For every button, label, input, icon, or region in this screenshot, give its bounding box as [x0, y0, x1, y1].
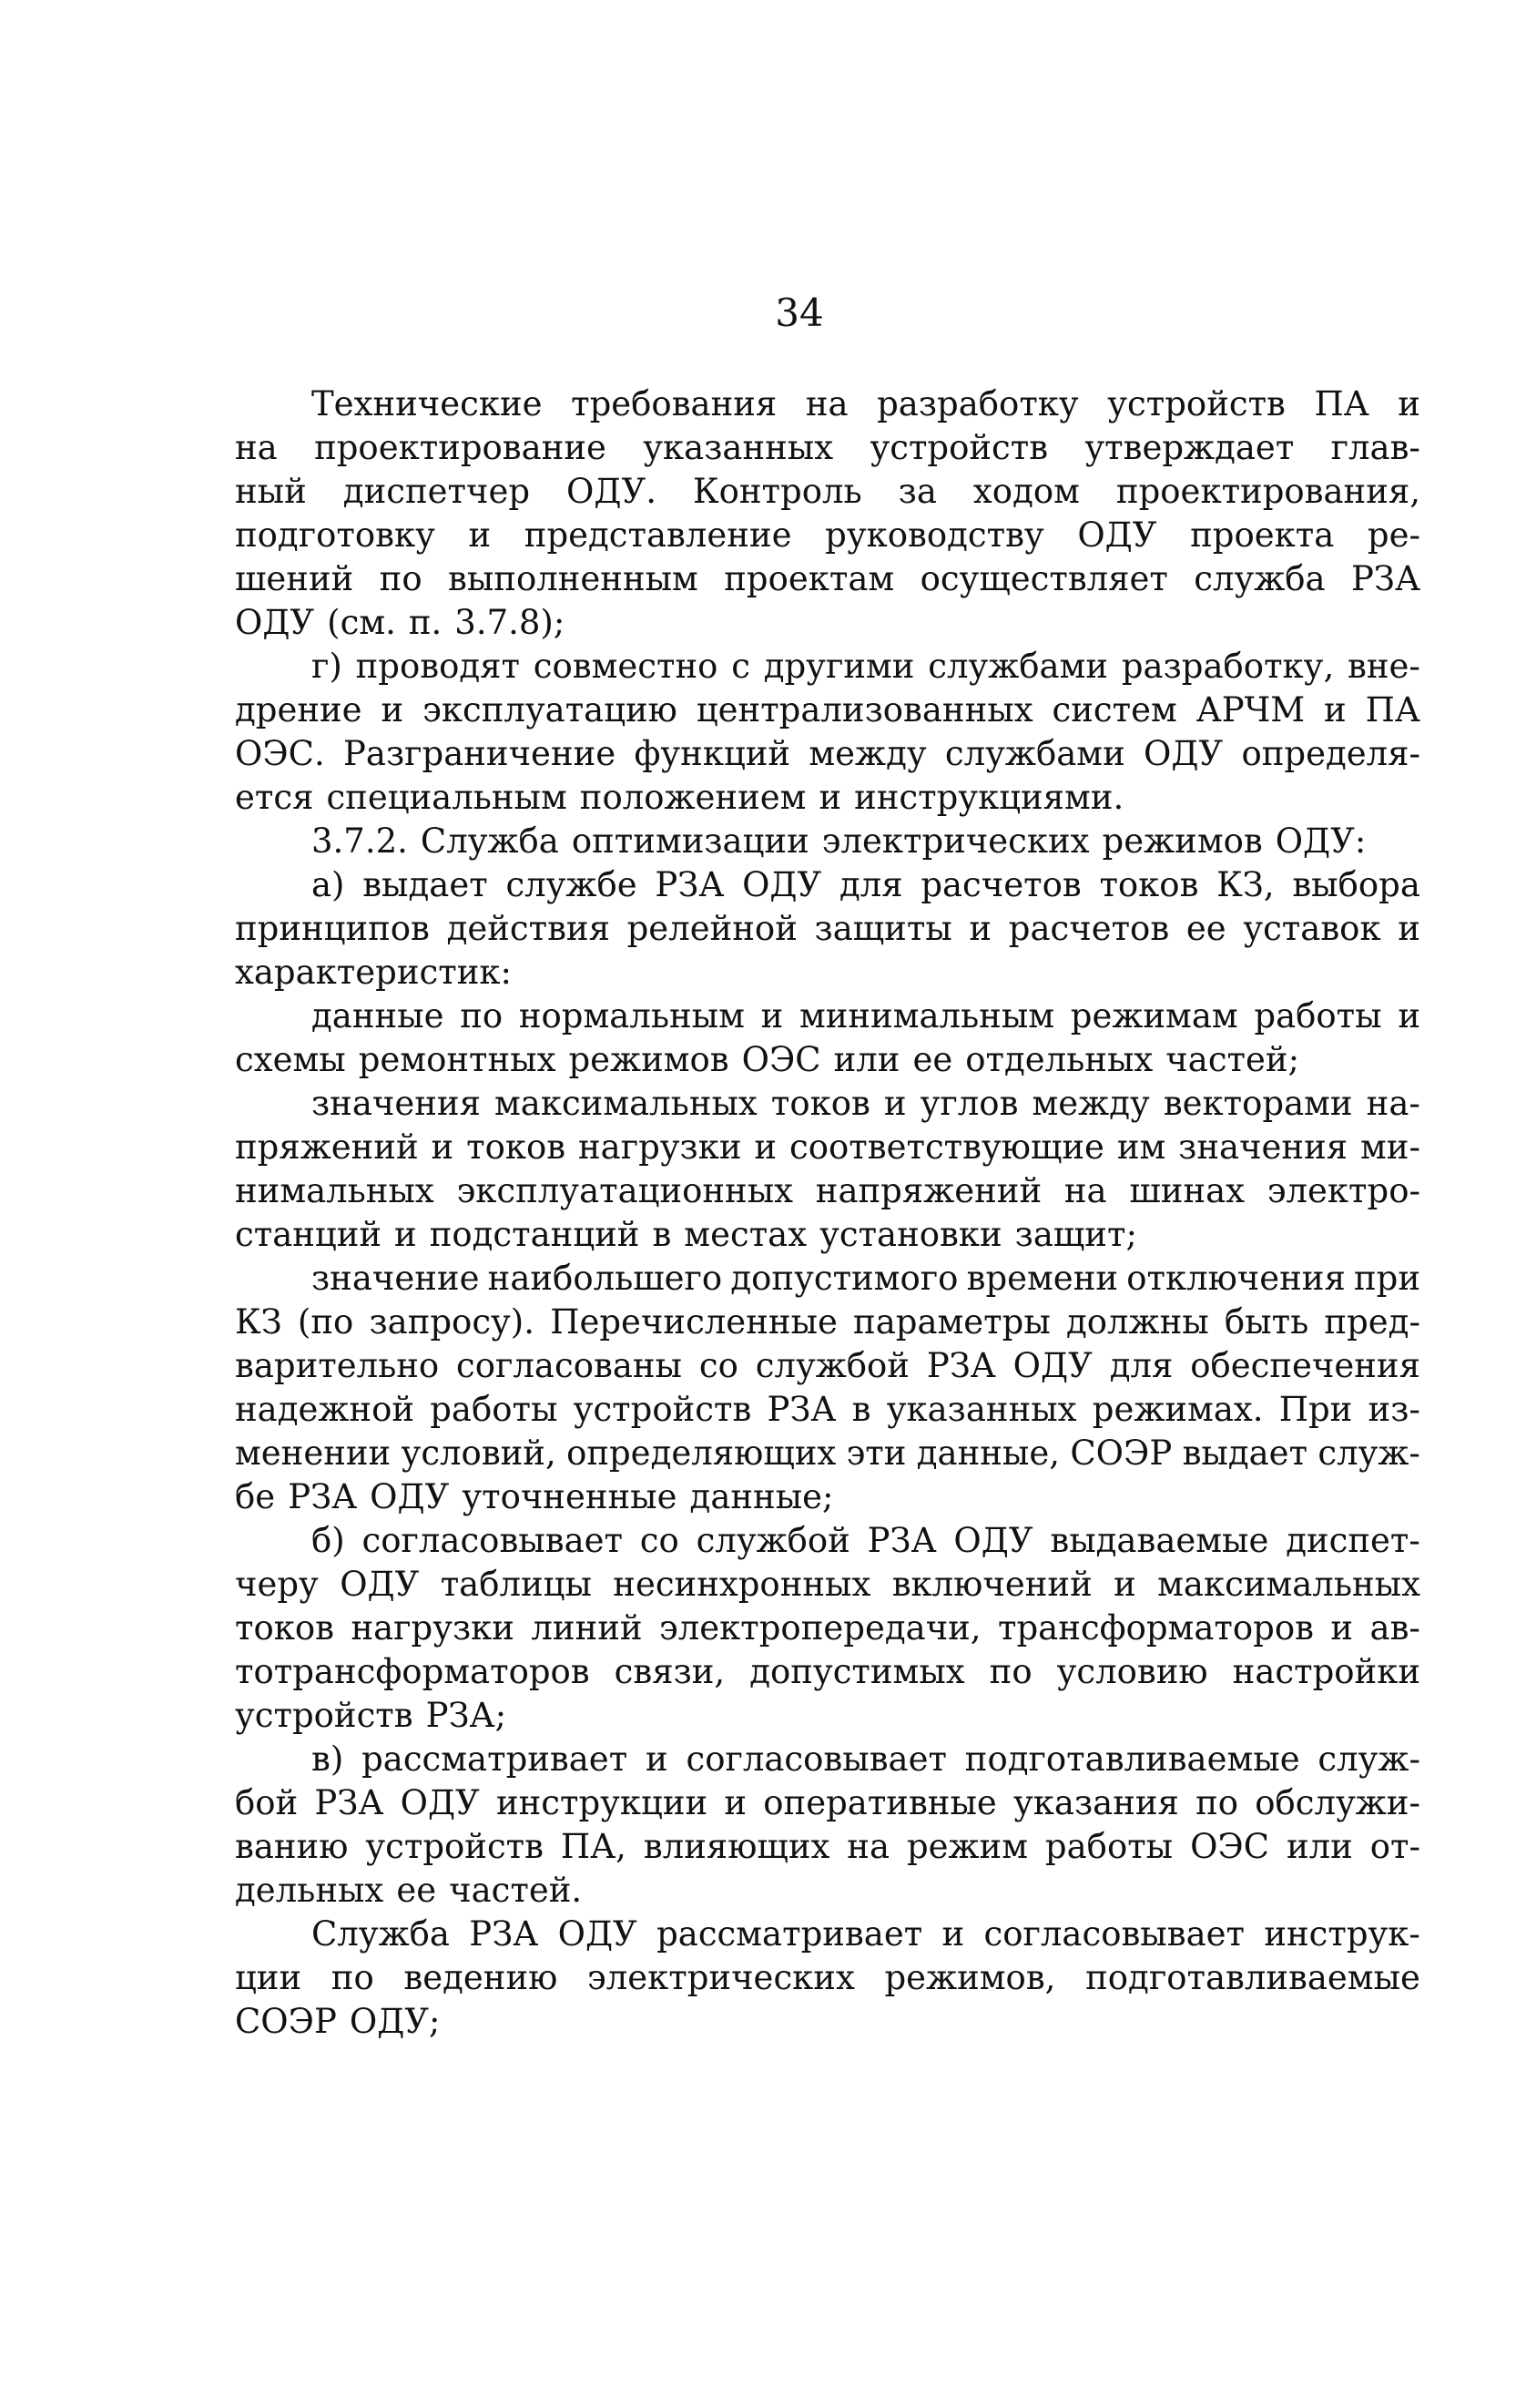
text-line: ции по ведению электрических режимов, подготавливаемые [235, 1958, 1420, 1997]
text-line: менении условий, определяющих эти данные, СОЭР выдает служ- [235, 1434, 1420, 1473]
page-number: 34 [775, 291, 824, 335]
text-line: станций и подстанций в местах установки защит; [235, 1215, 1137, 1254]
document-body [235, 383, 1420, 2044]
text-line: принципов действия релейной защиты и расчетов ее уставок и [235, 909, 1420, 948]
text-line: схемы ремонтных режимов ОЭС или ее отдельных частей; [235, 1040, 1300, 1079]
text-line: СОЭР ОДУ; [235, 2002, 441, 2041]
text-line: токов нагрузки линий электропередачи, трансформаторов и ав- [235, 1608, 1420, 1648]
paragraph [235, 1519, 1420, 1738]
text-line: бой РЗА ОДУ инструкции и оперативные указания по обслужи- [235, 1783, 1420, 1822]
text-line: ОЭС. Разграничение функций между службами ОДУ определя- [235, 734, 1420, 773]
text-line: 3.7.2. Служба оптимизации электрических режимов ОДУ: [311, 821, 1367, 861]
paragraph [235, 820, 1420, 863]
text-line: нимальных эксплуатационных напряжений на шинах электро- [235, 1171, 1420, 1210]
text-line: б) согласовывает со службой РЗА ОДУ выдаваемые диспет- [311, 1521, 1420, 1560]
text-line: значения максимальных токов и углов между векторами на- [311, 1084, 1420, 1123]
paragraph [235, 1082, 1420, 1257]
text-line: ванию устройств ПА, влияющих на режим работы ОЭС или от- [235, 1827, 1420, 1866]
text-line: на проектирование указанных устройств утверждает глав- [235, 428, 1420, 467]
text-line: данные по нормальным и минимальным режимам работы и [311, 996, 1420, 1036]
text-line: г) проводят совместно с другими службами разработку, вне- [311, 647, 1420, 686]
text-line: надежной работы устройств РЗА в указанных режимах. При из- [235, 1390, 1420, 1429]
text-line: значение наибольшего допустимого времени отключения при [311, 1259, 1420, 1298]
paragraph [235, 383, 1420, 645]
text-line: Служба РЗА ОДУ рассматривает и согласовывает инструк- [311, 1914, 1420, 1954]
paragraph [235, 1738, 1420, 1913]
text-line: тотрансформаторов связи, допустимых по условию настройки [235, 1652, 1420, 1691]
paragraph [235, 1257, 1420, 1519]
paragraph [235, 645, 1420, 820]
text-line: пряжений и токов нагрузки и соответствующие им значения ми- [235, 1127, 1420, 1167]
text-line: бе РЗА ОДУ уточненные данные; [235, 1477, 834, 1516]
text-line: дельных ее частей. [235, 1871, 583, 1910]
paragraph [235, 1913, 1420, 2044]
text-line: КЗ (по запросу). Перечисленные параметры должны быть пред- [235, 1302, 1420, 1342]
text-line: устройств РЗА; [235, 1696, 507, 1735]
paragraph [235, 863, 1420, 995]
text-line: шений по выполненным проектам осуществляет служба РЗА [235, 559, 1420, 598]
text-line: варительно согласованы со службой РЗА ОДУ для обеспечения [235, 1346, 1420, 1385]
text-line: ется специальным положением и инструкциями. [235, 778, 1124, 817]
text-line: Технические требования на разработку устройств ПА и [311, 384, 1420, 423]
text-line: подготовку и представление руководству ОДУ проекта ре- [235, 515, 1420, 555]
text-line: характеристик: [235, 953, 512, 992]
text-line: а) выдает службе РЗА ОДУ для расчетов токов КЗ, выбора [311, 865, 1420, 904]
paragraph [235, 995, 1420, 1082]
text-line: ОДУ (см. п. 3.7.8); [235, 603, 565, 642]
text-line: черу ОДУ таблицы несинхронных включений и максимальных [235, 1565, 1420, 1604]
text-line: ный диспетчер ОДУ. Контроль за ходом проектирования, [235, 472, 1420, 511]
text-line: дрение и эксплуатацию централизованных систем АРЧМ и ПА [235, 690, 1420, 730]
text-line: в) рассматривает и согласовывает подготавливаемые служ- [311, 1740, 1420, 1779]
